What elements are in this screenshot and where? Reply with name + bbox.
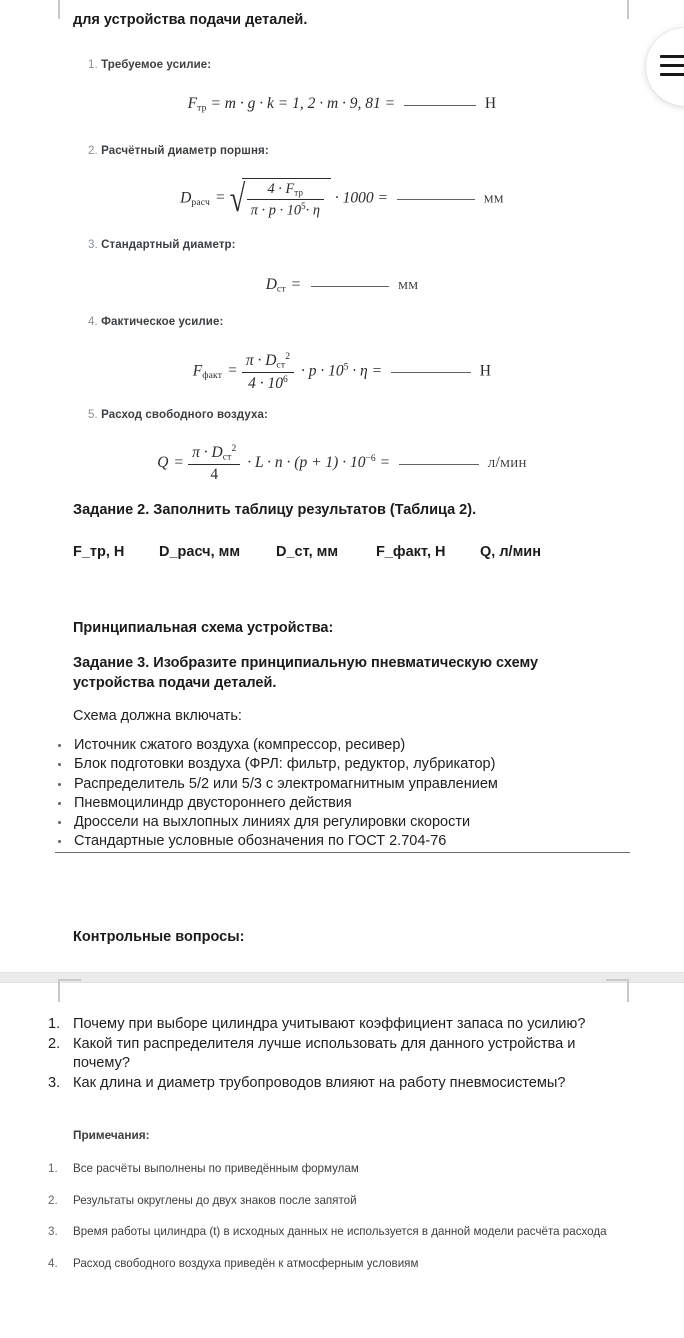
step-5-label [88,409,268,421]
list-item: Стандартные условные обозначения по ГОСТ 2.704-76 [55,832,630,852]
formula-4-numerator: π · D [245,351,277,369]
hamburger-bar-middle [660,64,684,67]
scheme-heading: Принципиальная схема устройства: [73,620,334,636]
formula-2-denominator: π · p · 10 [250,202,302,219]
formula-2-lhs: D [180,189,192,207]
task3-heading-line2: устройства подачи деталей. [73,675,277,691]
table-header-f-tr: F_тр, Н [73,544,125,560]
formula-5-numerator-exponent: 2 [231,443,237,454]
scheme-components-list [55,736,630,853]
notes-heading: Примечания: [73,1128,150,1142]
list-item: Результаты округлены до двух знаков после запятой [73,1193,357,1207]
formula-1-lhs-sub: тр [197,102,207,114]
step-1-text: Требуемое усилие: [101,59,212,71]
formula-2-denominator-tail: · η [305,202,320,219]
step-1-number: 1. [88,59,98,71]
intro-heading: для устройства подачи деталей. [73,12,308,28]
formula-2-equals: = [215,189,225,207]
step-3-text: Стандартный диаметр: [101,239,236,251]
step-5-text: Расход свободного воздуха: [101,409,268,421]
formula-free-air-flow [0,443,684,484]
formula-4-equals: = [228,362,237,380]
formula-2-numerator: 4 · F [267,181,295,197]
list-item: Какой тип распределителя лучше использовать для данного устройства и почему? [73,1035,576,1071]
table-header-q: Q, л/мин [480,544,541,560]
results-table-header-row [73,544,633,560]
formula-2-unit: мм [483,189,504,207]
formula-4-denominator: 4 · 10 [248,374,283,392]
step-2-number: 2. [88,145,98,157]
formula-1-expression: = m · g · k = 1, 2 · m · 9, 81 = [210,95,396,112]
table-header-f-fakt: F_факт, Н [376,544,446,560]
formula-2-fraction [247,181,324,220]
formula-standard-diameter [0,276,684,295]
list-item: Почему при выборе цилиндра учитывают коэффициент запаса по усилию? [73,1016,586,1032]
formula-5-answer-blank [399,464,479,465]
formula-calculated-diameter [0,178,684,220]
step-4-text: Фактическое усилие: [101,316,224,328]
formula-2-numerator-sub: тр [294,187,304,198]
step-3-number: 3. [88,239,98,251]
formula-3-equals: = [291,276,301,293]
formula-1-unit: Н [484,95,497,112]
formula-4-tail-exponent: 5 [343,361,349,373]
list-item: Распределитель 5/2 или 5/3 с электромагнитным управлением [55,775,630,794]
formula-4-lhs: F [192,362,203,380]
formula-4-tail: · p · 10 [300,362,344,380]
hamburger-bar-top [660,55,684,58]
formula-3-lhs-sub: ст [276,283,286,295]
formula-5-tail-exponent: −6 [365,452,376,464]
list-item: Время работы цилиндра (t) в исходных данных не используется в данной модели расчёта расхода [73,1225,607,1239]
formula-4-numerator-exponent: 2 [285,351,291,362]
hamburger-bar-bottom [660,73,684,76]
step-1-label [88,59,211,71]
step-2-text: Расчётный диаметр поршня: [101,145,269,157]
list-item: Блок подготовки воздуха (ФРЛ: фильтр, редуктор, лубрикатор) [55,755,630,774]
document-page-two [0,983,684,1338]
formula-4-denominator-exponent: 6 [282,373,288,385]
formula-2-lhs-sub: расч [191,197,211,209]
formula-5-lhs: Q [157,453,169,471]
table-header-d-st: D_ст, мм [276,544,339,560]
list-item: Расход свободного воздуха приведён к атмосферным условиям [73,1256,419,1270]
hamburger-menu-icon[interactable] [660,55,684,76]
formula-actual-force [0,351,684,393]
formula-4-lhs-sub: факт [202,370,223,382]
task2-heading: Задание 2. Заполнить таблицу результатов (Таблица 2). [73,502,477,518]
formula-5-fraction [188,443,240,484]
formula-3-answer-blank [311,286,389,287]
questions-heading: Контрольные вопросы: [73,929,245,945]
formula-5-tail: · L · n · (p + 1) · 10 [247,453,366,471]
formula-1-answer-blank [404,105,476,106]
page-corner-mark-top-right [606,0,629,19]
scheme-intro-text: Схема должна включать: [73,708,242,724]
formula-2-multiplier: · 1000 = [334,189,388,207]
formula-4-fraction [242,351,294,393]
page-separator-gap [0,972,684,983]
notes-list [46,1161,616,1287]
table-header-d-rasch: D_расч, мм [159,544,241,560]
formula-required-force [0,95,684,114]
formula-3-unit: мм [398,276,419,293]
formula-2-radical: √ $\frac{4 \cdot F_{тр}}{\pi \cdot p \cdot 10^5\cdot \eta}$ [227,178,331,220]
control-questions-list [46,1015,636,1094]
formula-3-lhs: D [265,276,277,293]
list-item: Дроссели на выхлопных линиях для регулировки скорости [55,813,630,832]
step-2-label [88,145,269,157]
formula-4-numerator-sub: ст [276,359,286,371]
formula-2-answer-blank [397,199,475,200]
page-two-corner-mark-top-left [58,979,81,1002]
task3-heading [73,653,593,693]
formula-5-numerator-sub: ст [222,451,232,463]
formula-5-denominator: 4 [210,465,219,483]
formula-5-unit: л/мин [487,453,527,471]
list-item: Все расчёты выполнены по приведённым формулам [73,1162,359,1175]
formula-1-lhs: F [187,95,198,112]
list-item: Пневмоцилиндр двустороннего действия [55,794,630,813]
step-4-number: 4. [88,316,98,328]
page-two-corner-mark-top-right [606,979,629,1002]
step-4-label [88,316,223,328]
formula-5-tail-end: = [379,453,391,471]
formula-2-denominator-exponent: 5 [301,201,306,211]
list-item: Как длина и диаметр трубопроводов влияют на работу пневмосистемы? [73,1074,566,1091]
task3-heading-line1: Задание 3. Изобразите принципиальную пневматическую схему [73,655,539,671]
formula-4-tail-end: · η = [352,362,383,380]
step-5-number: 5. [88,409,98,421]
step-3-label [88,239,236,251]
list-item: Источник сжатого воздуха (компрессор, ресивер) [55,736,630,755]
formula-4-unit: Н [479,362,492,380]
formula-5-equals: = [174,453,184,471]
formula-4-answer-blank [391,372,471,373]
formula-5-numerator: π · D [192,443,223,461]
